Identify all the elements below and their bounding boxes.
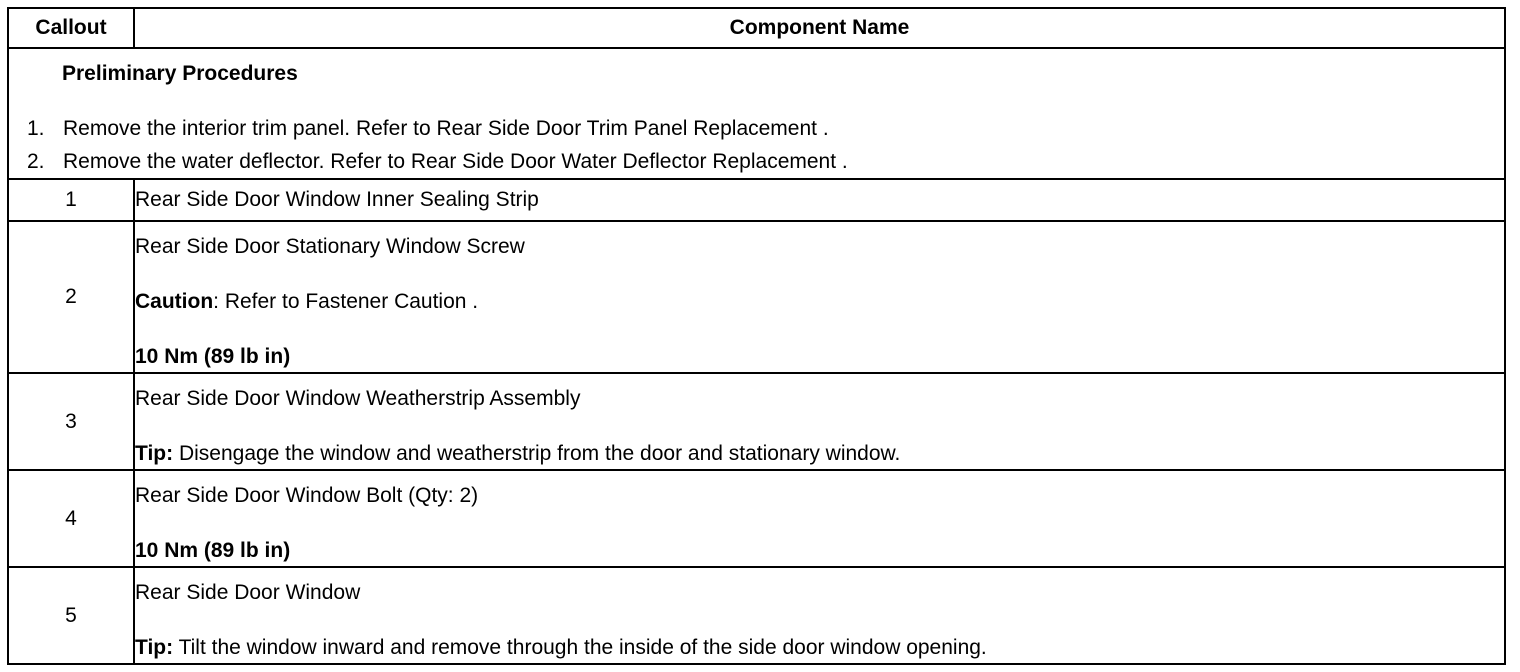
preliminary-procedures [8,48,1505,179]
callout-number: 1 [8,179,134,221]
procedure-table [7,7,1506,665]
tip-label: Tip: [135,442,174,465]
callout-number: 2 [8,221,134,373]
callout-column-header: Callout [8,8,134,48]
preliminary-step [27,117,829,141]
step-number: 2. [27,150,45,173]
preliminary-title: Preliminary Procedures [62,62,298,85]
step-text: Remove the water deflector. Refer to Rear Side Door Water Deflector Replacement . [63,150,848,173]
component-column-header: Component Name [134,8,1505,48]
preliminary-row [8,48,1505,179]
component-name: Rear Side Door Window Weatherstrip Assembly [135,387,581,410]
component-cell [134,567,1505,664]
callout-number: 5 [8,567,134,664]
tip-note [135,636,1504,660]
callout-number: 4 [8,470,134,567]
component-name: Rear Side Door Window Bolt (Qty: 2) [135,484,479,507]
tip-label: Tip: [135,636,174,659]
component-name: Rear Side Door Window [135,581,361,604]
table-row [8,179,1505,221]
component-name: Rear Side Door Window Inner Sealing Strip [135,188,539,211]
table-row [8,567,1505,664]
tip-text: Disengage the window and weatherstrip from the door and stationary window. [173,442,901,465]
preliminary-step [27,150,848,174]
tip-note [135,442,1504,466]
component-cell [134,470,1505,567]
component-cell [134,221,1505,373]
component-cell [134,179,1505,221]
component-cell [134,373,1505,470]
table-header-row [8,8,1505,48]
torque-spec: 10 Nm (89 lb in) [135,345,291,368]
step-text: Remove the interior trim panel. Refer to Rear Side Door Trim Panel Replacement . [63,117,829,140]
table-row [8,373,1505,470]
torque-spec: 10 Nm (89 lb in) [135,539,291,562]
caution-text: : Refer to Fastener Caution . [213,290,479,313]
table-row [8,470,1505,567]
caution-note [135,290,1504,314]
component-name: Rear Side Door Stationary Window Screw [135,235,525,258]
step-number: 1. [27,117,45,140]
caution-label: Caution [135,290,214,313]
callout-number: 3 [8,373,134,470]
tip-text: Tilt the window inward and remove through the inside of the side door window opening. [173,636,987,659]
table-row [8,221,1505,373]
